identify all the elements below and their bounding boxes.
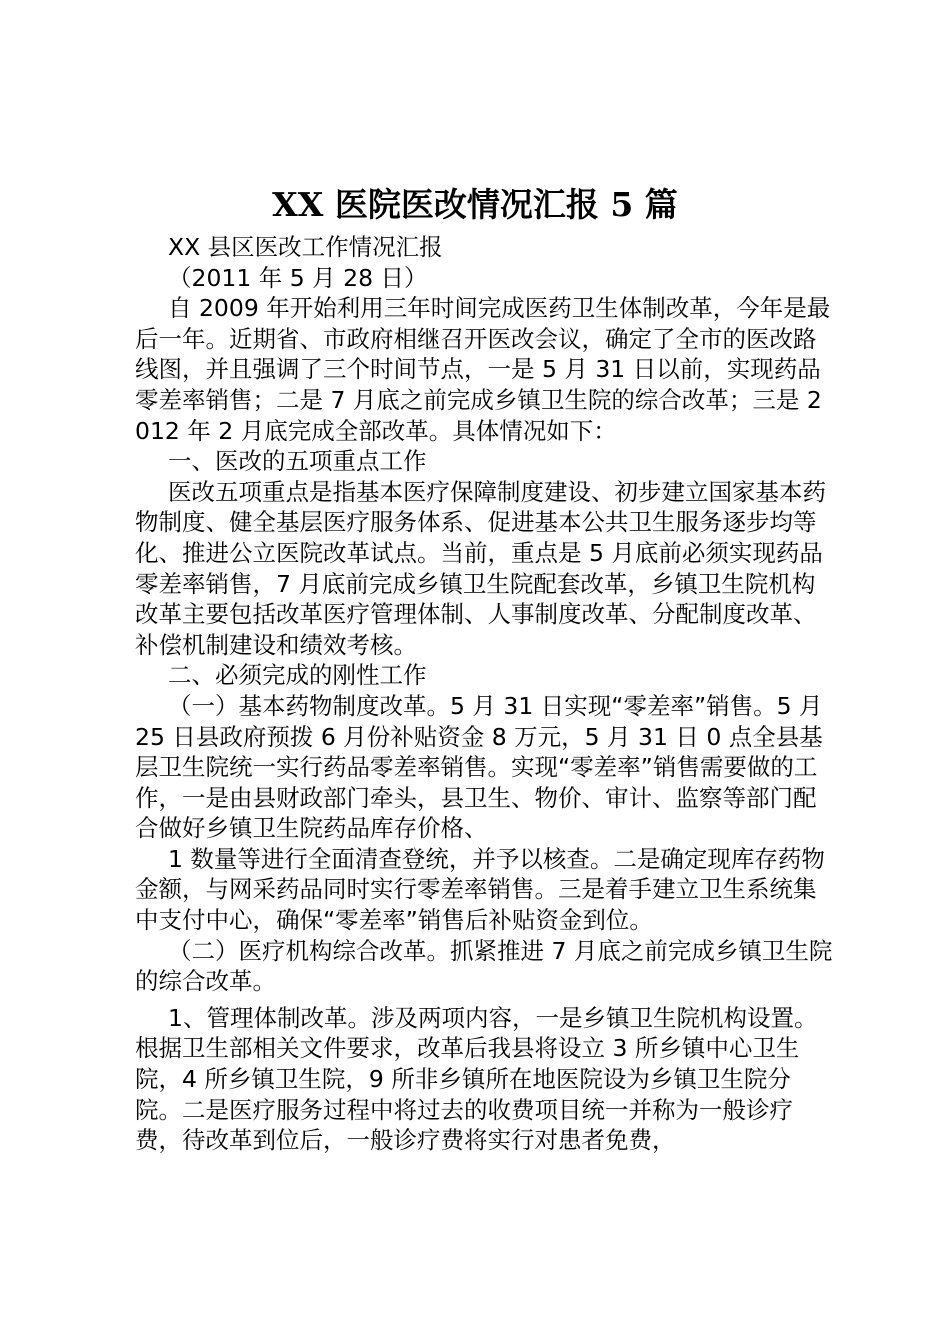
paragraph-drug-reform: （一）基本药物制度改革。5 月 31 日实现“零差率”销售。5 月 25 日县政府预拨 6 月份补贴资金 8 万元，5 月 31 日 0 点全县基层卫生院统一实行药品零差率销售。实现“零差率”销售需要做的工作，一是由县财政部门牵头，县卫生、物价、审计、监察等部门配合做好乡镇卫生院药品库存价格、 [135, 691, 823, 843]
paragraph-management-reform: 1、管理体制改革。涉及两项内容，一是乡镇卫生院机构设置。根据卫生部相关文件要求，改革后我县将设立 3 所乡镇中心卫生院，4 所乡镇卫生院，9 所非乡镇所在地医院设为乡镇卫生院分院。二是医疗服务过程中将过去的收费项目统一并称为一般诊疗费，待改革到位后，一般诊疗费将实行对患者免费， [135, 1003, 818, 1155]
report-heading: XX 县区医改工作情况汇报 [168, 233, 443, 261]
paragraph-institution-reform: （二）医疗机构综合改革。抓紧推进 7 月底之前完成乡镇卫生院的综合改革。 [135, 936, 833, 996]
document-body [135, 232, 835, 1156]
paragraph-intro: 自 2009 年开始利用三年时间完成医药卫生体制改革，今年是最后一年。近期省、市政府相继召开医改会议，确定了全市的医改路线图，并且强调了三个时间节点，一是 5 月 31 日以前，实现药品零差率销售；二是 7 月底之前完成乡镇卫生院的综合改革；三是 2012 年 2 月底完成全部改革。具体情况如下： [135, 294, 831, 445]
section-heading-1: 一、医改的五项重点工作 [168, 447, 427, 476]
document-title: XX 医院医改情况汇报 5 篇 [272, 185, 678, 224]
section-heading-2: 二、必须完成的刚性工作 [168, 661, 427, 690]
paragraph-five-priorities: 医改五项重点是指基本医疗保障制度建设、初步建立国家基本药物制度、健全基层医疗服务体系、促进基本公共卫生服务逐步均等化、推进公立医院改革试点。当前，重点是 5 月底前必须实现药品零差率销售，7 月底前完成乡镇卫生院配套改革，乡镇卫生院机构改革主要包括改革医疗管理体制、人事制度改革、分配制度改革、补偿机制建设和绩效考核。 [135, 477, 826, 659]
report-date: （2011 年 5 月 28 日） [168, 263, 428, 292]
paragraph-inventory: 1 数量等进行全面清查登统，并予以核查。二是确定现库存药物金额，与网采药品同时实行零差率销售。三是着手建立卫生系统集中支付中心，确保“零差率”销售后补贴资金到位。 [135, 844, 825, 935]
